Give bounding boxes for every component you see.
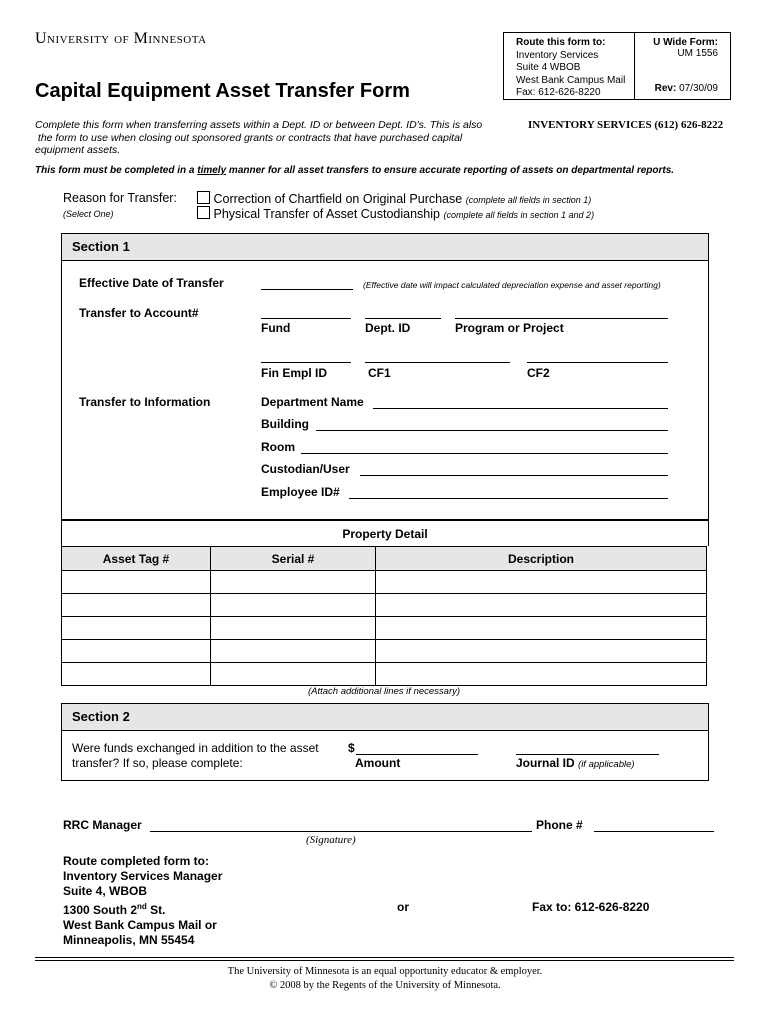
checkbox[interactable] [197, 206, 210, 219]
fin-empl-id-field[interactable] [261, 350, 351, 363]
description-cell[interactable] [376, 663, 707, 686]
department-name-field[interactable] [373, 395, 668, 409]
asset-tag-cell[interactable] [62, 640, 211, 663]
intro-line: the form to use when closing out sponsored grants or contracts that have purchased capital [35, 131, 463, 144]
question-line: transfer? If so, please complete: [72, 756, 243, 770]
rrc-manager-label: RRC Manager [63, 818, 142, 832]
funds-question [72, 741, 319, 771]
table-row [62, 640, 707, 663]
checkbox[interactable] [197, 191, 210, 204]
route-completed-line: Inventory Services Manager [63, 869, 223, 883]
serial-cell[interactable] [211, 663, 376, 686]
dollar-sign: $ [348, 741, 355, 755]
timely-post: manner for all asset transfers to ensure accurate reporting of assets on departmental reports. [226, 165, 675, 176]
rev-label: Rev: [654, 83, 677, 94]
asset-tag-cell[interactable] [62, 617, 211, 640]
footer-line: © 2008 by the Regents of the University of Minnesota. [269, 980, 501, 991]
serial-cell[interactable] [211, 594, 376, 617]
route-completed-line: Minneapolis, MN 55454 [63, 933, 195, 947]
asset-tag-cell[interactable] [62, 571, 211, 594]
timely-word: timely [197, 165, 227, 176]
asset-tag-cell[interactable] [62, 663, 211, 686]
fund-field[interactable] [261, 306, 351, 319]
room-field[interactable] [301, 440, 668, 454]
route-line: West Bank Campus Mail [516, 74, 626, 86]
footer-divider [35, 957, 734, 958]
signature-field[interactable] [150, 818, 532, 832]
phone-field[interactable] [594, 818, 714, 832]
dept-id-label: Dept. ID [365, 321, 411, 335]
cf2-label: CF2 [527, 366, 550, 380]
university-name: University of Minnesota [35, 30, 207, 47]
route-line: Inventory Services [516, 49, 599, 61]
property-table [61, 546, 707, 686]
description-cell[interactable] [376, 640, 707, 663]
journal-id-label [516, 756, 635, 770]
form-title: Capital Equipment Asset Transfer Form [35, 80, 410, 102]
footer-divider [35, 960, 734, 961]
description-cell[interactable] [376, 571, 707, 594]
department-name-label: Department Name [261, 395, 364, 409]
cf1-field[interactable] [365, 350, 510, 363]
section-2-title: Section 2 [72, 709, 130, 724]
dept-id-field[interactable] [365, 306, 441, 319]
serial-cell[interactable] [211, 571, 376, 594]
fund-label: Fund [261, 321, 291, 335]
inventory-services-phone: INVENTORY SERVICES (612) 626-8222 [528, 119, 724, 131]
effective-date-field[interactable] [261, 276, 353, 290]
option-label: Physical Transfer of Asset Custodianship [213, 207, 440, 221]
effective-date-label: Effective Date of Transfer [79, 276, 224, 290]
table-row [62, 571, 707, 594]
amount-label: Amount [355, 756, 401, 770]
cf2-field[interactable] [527, 350, 668, 363]
journal-note: (if applicable) [578, 759, 635, 770]
timely-notice [35, 165, 674, 176]
column-header: Description [376, 547, 707, 571]
reason-option-correction[interactable] [197, 191, 591, 206]
fin-empl-id-label: Fin Empl ID [261, 366, 327, 380]
transfer-info-label: Transfer to Information [79, 395, 211, 409]
rev-value: 07/30/09 [679, 83, 718, 94]
effective-date-note: (Effective date will impact calculated depreciation expense and asset reporting) [363, 280, 661, 290]
transfer-account-label: Transfer to Account# [79, 306, 199, 320]
property-detail-header [61, 520, 709, 546]
select-note: (Select One) [63, 209, 114, 219]
description-cell[interactable] [376, 594, 707, 617]
program-field[interactable] [455, 306, 668, 319]
table-row [62, 663, 707, 686]
custodian-field[interactable] [360, 462, 668, 476]
table-row [62, 594, 707, 617]
reason-option-physical[interactable] [197, 206, 594, 221]
timely-pre: This form must be completed in a [35, 165, 198, 176]
route-line: Suite 4 WBOB [516, 62, 581, 73]
section-1-title: Section 1 [72, 239, 130, 254]
route-box [503, 32, 731, 100]
uwide-label: U Wide Form: [653, 37, 718, 48]
signature-note: (Signature) [306, 834, 356, 846]
property-detail-title: Property Detail [342, 527, 428, 541]
program-label: Program or Project [455, 321, 564, 335]
route-completed-block [63, 854, 222, 948]
question-line: Were funds exchanged in addition to the asset [72, 741, 319, 755]
intro-line: Complete this form when transferring assets within a Dept. ID or between Dept. ID's. This is also [35, 119, 483, 131]
serial-cell[interactable] [211, 617, 376, 640]
amount-field[interactable] [356, 741, 478, 755]
employee-id-label: Employee ID# [261, 485, 340, 499]
option-label: Correction of Chartfield on Original Purchase [213, 192, 463, 206]
option-note: (complete all fields in section 1) [465, 195, 592, 205]
column-header: Asset Tag # [62, 547, 211, 571]
route-completed-line: Suite 4, WBOB [63, 884, 148, 898]
serial-cell[interactable] [211, 640, 376, 663]
room-label: Room [261, 440, 295, 454]
table-row [62, 617, 707, 640]
or-label: or [397, 900, 409, 914]
cf1-label: CF1 [368, 366, 391, 380]
employee-id-field[interactable] [349, 485, 668, 499]
phone-label: Phone # [536, 818, 583, 832]
route-label: Route this form to: [516, 37, 606, 48]
attach-note: (Attach additional lines if necessary) [307, 686, 461, 697]
journal-label: Journal ID [516, 756, 575, 770]
building-label: Building [261, 417, 309, 431]
fax-label: Fax to: 612-626-8220 [532, 900, 650, 914]
description-cell[interactable] [376, 617, 707, 640]
reason-label: Reason for Transfer: [63, 191, 177, 205]
footer-line: The University of Minnesota is an equal opportunity educator & employer. [227, 966, 543, 977]
route-completed-street: 1300 South 2nd St. [63, 902, 166, 917]
building-field[interactable] [316, 417, 668, 431]
asset-tag-cell[interactable] [62, 594, 211, 617]
route-completed-line: Route completed form to: [63, 854, 209, 868]
column-header: Serial # [211, 547, 376, 571]
intro-text [35, 119, 482, 157]
option-note: (complete all fields in section 1 and 2) [443, 210, 595, 220]
footer-text [0, 965, 770, 993]
route-completed-line: West Bank Campus Mail or [63, 918, 217, 932]
route-line: Fax: 612-626-8220 [516, 87, 601, 98]
intro-line: equipment assets. [35, 144, 121, 156]
custodian-label: Custodian/User [261, 462, 350, 476]
uwide-value: UM 1556 [677, 48, 718, 59]
journal-id-field[interactable] [516, 741, 659, 755]
